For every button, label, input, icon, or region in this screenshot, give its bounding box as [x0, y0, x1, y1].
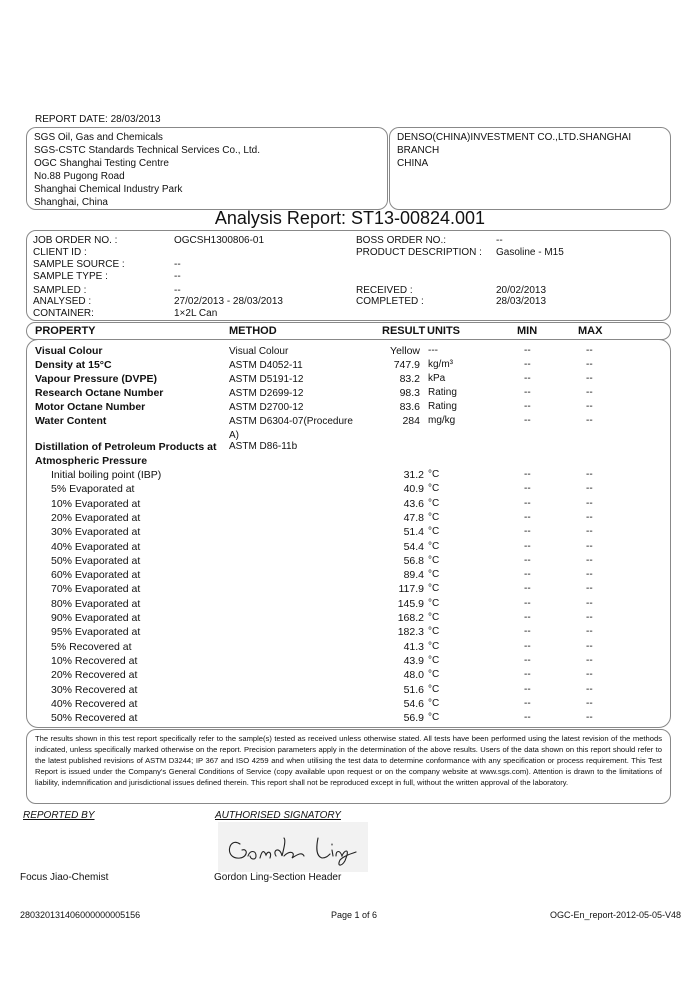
distillation-row-min: --	[524, 483, 531, 495]
distillation-row-property: 90% Evaporated at	[51, 612, 141, 624]
report-barcode-number: 280320131406000000005156	[20, 910, 141, 920]
row-property: Water Content	[35, 415, 107, 427]
distillation-row-unit: °C	[428, 497, 440, 509]
distillation-row-min: --	[524, 569, 531, 581]
row-method: ASTM D2699-12	[229, 388, 304, 399]
signature-graphic	[218, 822, 368, 872]
distillation-row-max: --	[586, 597, 593, 609]
header-units: UNITS	[427, 325, 460, 337]
row-unit: Rating	[428, 387, 457, 398]
distillation-row-min: --	[524, 540, 531, 552]
row-max: --	[586, 401, 593, 412]
distillation-row-result: 54.4	[403, 540, 424, 553]
row-method: ASTM D4052-11	[229, 360, 303, 371]
distillation-row-unit: °C	[428, 540, 440, 552]
customer-address-line: BRANCH	[397, 145, 440, 156]
distillation-row-min: --	[524, 640, 531, 652]
distillation-row-min: --	[524, 654, 531, 666]
page-number: Page 1 of 6	[331, 910, 378, 920]
row-property: Research Octane Number	[35, 387, 164, 399]
sampled-label: SAMPLED :	[33, 285, 87, 296]
header-method: METHOD	[229, 325, 277, 337]
distillation-row-max: --	[586, 640, 593, 652]
distillation-row-max: --	[586, 554, 593, 566]
distillation-row-min: --	[524, 511, 531, 523]
distillation-row-unit: °C	[428, 640, 440, 652]
distillation-row-min: --	[524, 697, 531, 709]
distillation-row-result: 41.3	[403, 640, 424, 653]
row-method: ASTM D2700-12	[229, 402, 304, 413]
row-max: --	[586, 373, 593, 384]
completed-label: COMPLETED :	[356, 296, 424, 307]
distillation-row-property: 50% Evaporated at	[51, 554, 141, 567]
distillation-row-result: 43.6	[403, 497, 424, 510]
row-property: Motor Octane Number	[35, 401, 146, 413]
row-method: Visual Colour	[229, 346, 289, 357]
distillation-row-property: 30% Recovered at	[51, 683, 138, 696]
distillation-row-unit: °C	[428, 583, 440, 595]
received-value: 20/02/2013	[496, 285, 547, 296]
distillation-row-max: --	[586, 712, 593, 724]
sample-source-label: SAMPLE SOURCE :	[33, 259, 125, 270]
lab-address-line: Shanghai, China	[34, 197, 108, 208]
distillation-row-min: --	[524, 469, 531, 480]
distillation-row-min: --	[524, 497, 531, 509]
header-result: RESULT	[382, 325, 426, 337]
distillation-row-result: 89.4	[403, 569, 424, 582]
sampled-value: --	[174, 285, 181, 296]
distillation-row-property: 5% Recovered at	[51, 640, 132, 653]
distillation-row-unit: °C	[428, 469, 440, 480]
distillation-row-min: --	[524, 612, 531, 623]
distillation-row-min: --	[524, 626, 531, 638]
distillation-row-result: 145.9	[397, 597, 424, 610]
distillation-row-unit: °C	[428, 654, 440, 666]
distillation-row-property: 5% Evaporated at	[51, 483, 135, 496]
container-label: CONTAINER:	[33, 308, 94, 319]
distillation-title: Atmospheric Pressure	[35, 455, 148, 467]
distillation-row-max: --	[586, 626, 593, 638]
distillation-row-max: --	[586, 669, 593, 681]
distillation-title: Distillation of Petroleum Products at	[35, 441, 217, 453]
distillation-row-unit: °C	[428, 612, 440, 623]
distillation-row-unit: °C	[428, 683, 440, 695]
row-unit: mg/kg	[428, 415, 456, 426]
sample-type-value: --	[174, 271, 181, 282]
boss-order-value: --	[496, 235, 503, 246]
distillation-row-max: --	[586, 569, 593, 581]
row-result: 747.9	[393, 359, 420, 371]
distillation-row-min: --	[524, 597, 531, 609]
distillation-row-unit: °C	[428, 554, 440, 566]
distillation-row-property: Initial boiling point (IBP)	[51, 469, 162, 481]
distillation-row-property: 50% Recovered at	[51, 712, 138, 725]
row-max: --	[586, 359, 593, 370]
distillation-row-result: 51.4	[403, 526, 424, 539]
distillation-row-unit: °C	[428, 526, 440, 538]
distillation-row-property: 30% Evaporated at	[51, 526, 141, 539]
distillation-method: ASTM D86-11b	[229, 441, 298, 452]
distillation-row-property: 60% Evaporated at	[51, 569, 141, 582]
row-method: ASTM D5191-12	[229, 374, 304, 385]
distillation-row-property: 10% Evaporated at	[51, 497, 141, 510]
lab-address-line: No.88 Pugong Road	[34, 171, 125, 182]
distillation-row-property: 80% Evaporated at	[51, 597, 141, 610]
row-min: --	[524, 345, 531, 356]
distillation-row-min: --	[524, 683, 531, 695]
customer-address-line: DENSO(CHINA)INVESTMENT CO.,LTD.SHANGHAI	[397, 132, 632, 143]
row-unit: ---	[428, 345, 438, 356]
distillation-row-unit: °C	[428, 669, 440, 681]
header-max: MAX	[578, 325, 603, 337]
signature	[218, 822, 368, 872]
row-min: --	[524, 359, 531, 370]
row-max: --	[586, 415, 593, 426]
row-property: Vapour Pressure (DVPE)	[35, 373, 157, 385]
distillation-row-max: --	[586, 483, 593, 495]
distillation-row-min: --	[524, 583, 531, 595]
distillation-row-min: --	[524, 554, 531, 566]
customer-address-box	[389, 127, 671, 210]
distillation-row-max: --	[586, 511, 593, 523]
distillation-row-max: --	[586, 654, 593, 666]
row-property: Visual Colour	[35, 345, 103, 357]
header-min: MIN	[517, 325, 538, 337]
distillation-row-property: 10% Recovered at	[51, 654, 138, 667]
row-max: --	[586, 387, 593, 398]
product-description-value: Gasoline - M15	[496, 247, 564, 258]
distillation-row-property: 40% Recovered at	[51, 697, 138, 710]
distillation-row-max: --	[586, 683, 593, 695]
sample-info-box	[26, 230, 671, 321]
distillation-row-max: --	[586, 583, 593, 595]
distillation-row-unit: °C	[428, 511, 440, 523]
lab-address-line: OGC Shanghai Testing Centre	[34, 158, 169, 169]
row-max: --	[586, 345, 593, 356]
distillation-row-unit: °C	[428, 483, 440, 495]
sample-type-label: SAMPLE TYPE :	[33, 271, 108, 282]
distillation-row-property: 20% Recovered at	[51, 669, 138, 682]
distillation-row-min: --	[524, 712, 531, 724]
completed-value: 28/03/2013	[496, 296, 547, 307]
distillation-row-result: 56.9	[403, 712, 424, 725]
distillation-row-property: 70% Evaporated at	[51, 583, 141, 596]
distillation-row-unit: °C	[428, 697, 440, 709]
row-unit: kPa	[428, 373, 446, 384]
distillation-row-property: 40% Evaporated at	[51, 540, 141, 553]
product-description-label: PRODUCT DESCRIPTION :	[356, 247, 482, 258]
row-unit: kg/m³	[428, 359, 453, 370]
distillation-row-property: 95% Evaporated at	[51, 626, 141, 639]
row-property: Density at 15°C	[35, 359, 112, 371]
distillation-row-result: 48.0	[403, 669, 424, 682]
distillation-row-max: --	[586, 526, 593, 538]
distillation-row-result: 40.9	[403, 483, 424, 496]
distillation-row-unit: °C	[428, 712, 440, 724]
report-date: REPORT DATE: 28/03/2013	[35, 114, 161, 125]
sample-source-value: --	[174, 259, 181, 270]
distillation-row-result: 47.8	[403, 511, 424, 524]
analysed-label: ANALYSED :	[33, 296, 92, 307]
distillation-row-result: 31.2	[403, 469, 424, 481]
distillation-row-unit: °C	[428, 569, 440, 581]
distillation-row-max: --	[586, 697, 593, 709]
lab-address-box	[26, 127, 388, 210]
distillation-row-unit: °C	[428, 597, 440, 609]
row-result: Yellow	[390, 345, 420, 357]
row-unit: Rating	[428, 401, 457, 412]
customer-address-line: CHINA	[397, 158, 429, 169]
distillation-row-max: --	[586, 497, 593, 509]
boss-order-label: BOSS ORDER NO.:	[356, 235, 447, 246]
received-label: RECEIVED :	[356, 285, 413, 296]
distillation-row-property: 20% Evaporated at	[51, 511, 141, 524]
distillation-row-max: --	[586, 469, 593, 480]
job-order-label: JOB ORDER NO. :	[33, 235, 118, 246]
row-method: ASTM D6304-07(Procedure A)	[229, 416, 353, 441]
disclaimer-box	[26, 729, 671, 804]
reported-by-label: REPORTED BY	[23, 810, 95, 821]
header-property: PROPERTY	[35, 325, 96, 337]
distillation-row-min: --	[524, 526, 531, 538]
row-result: 83.2	[399, 373, 420, 385]
disclaimer-text: The results shown in this test report specifically refer to the sample(s) tested as received unless otherwise stated. All tests have been performed using the latest revision of the methods indicated, unless specifically marked otherwise on the report. Precision parameters apply in the determination of the above results. Users of the data shown on this report should refer to the latest published revisions of ASTM D3244; IP 367 and ISO 4259 and when utilising the test data to determine conformance with any specification or process requirement. This Test Report is issued under the Company's General Conditions of Service (copy available upon request or on the company website at www.sgs.com). Attention is drawn to the limitations of liability, indemnification and jurisdictional issues defined therein. This report shall not be reproduced except in full, without the written approval of the laboratory.	[35, 734, 662, 787]
lab-address-line: Shanghai Chemical Industry Park	[34, 184, 183, 195]
row-result: 83.6	[399, 401, 420, 413]
signatory-name: Gordon Ling-Section Header	[214, 872, 342, 883]
distillation-row-result: 182.3	[397, 626, 424, 639]
distillation-row-result: 117.9	[398, 583, 424, 596]
report-title: Analysis Report: ST13-00824.001	[214, 208, 486, 228]
distillation-row-max: --	[586, 612, 593, 623]
distillation-row-max: --	[586, 540, 593, 552]
row-min: --	[524, 415, 531, 426]
row-min: --	[524, 373, 531, 384]
lab-address-line: SGS Oil, Gas and Chemicals	[34, 132, 163, 143]
distillation-row-min: --	[524, 669, 531, 681]
distillation-row-result: 51.6	[403, 683, 424, 696]
row-min: --	[524, 401, 531, 412]
row-min: --	[524, 387, 531, 398]
template-version: OGC-En_report-2012-05-05-V48	[550, 910, 682, 920]
distillation-row-result: 43.9	[403, 654, 424, 667]
distillation-row-unit: °C	[428, 626, 440, 638]
row-result: 284	[402, 415, 420, 427]
analysed-value: 27/02/2013 - 28/03/2013	[174, 296, 283, 307]
signatory-label: AUTHORISED SIGNATORY	[215, 810, 341, 821]
table-header-box	[26, 322, 671, 340]
client-id-label: CLIENT ID :	[33, 247, 87, 258]
signature-background	[218, 822, 368, 872]
reported-by-name: Focus Jiao-Chemist	[20, 872, 109, 883]
container-value: 1×2L Can	[174, 308, 218, 319]
job-order-value: OGCSH1300806-01	[174, 235, 265, 246]
distillation-row-result: 56.8	[403, 554, 424, 567]
row-result: 98.3	[399, 387, 420, 399]
distillation-row-result: 168.2	[397, 612, 424, 624]
lab-address-line: SGS-CSTC Standards Technical Services Co., Ltd.	[34, 145, 261, 156]
distillation-row-result: 54.6	[403, 697, 424, 710]
